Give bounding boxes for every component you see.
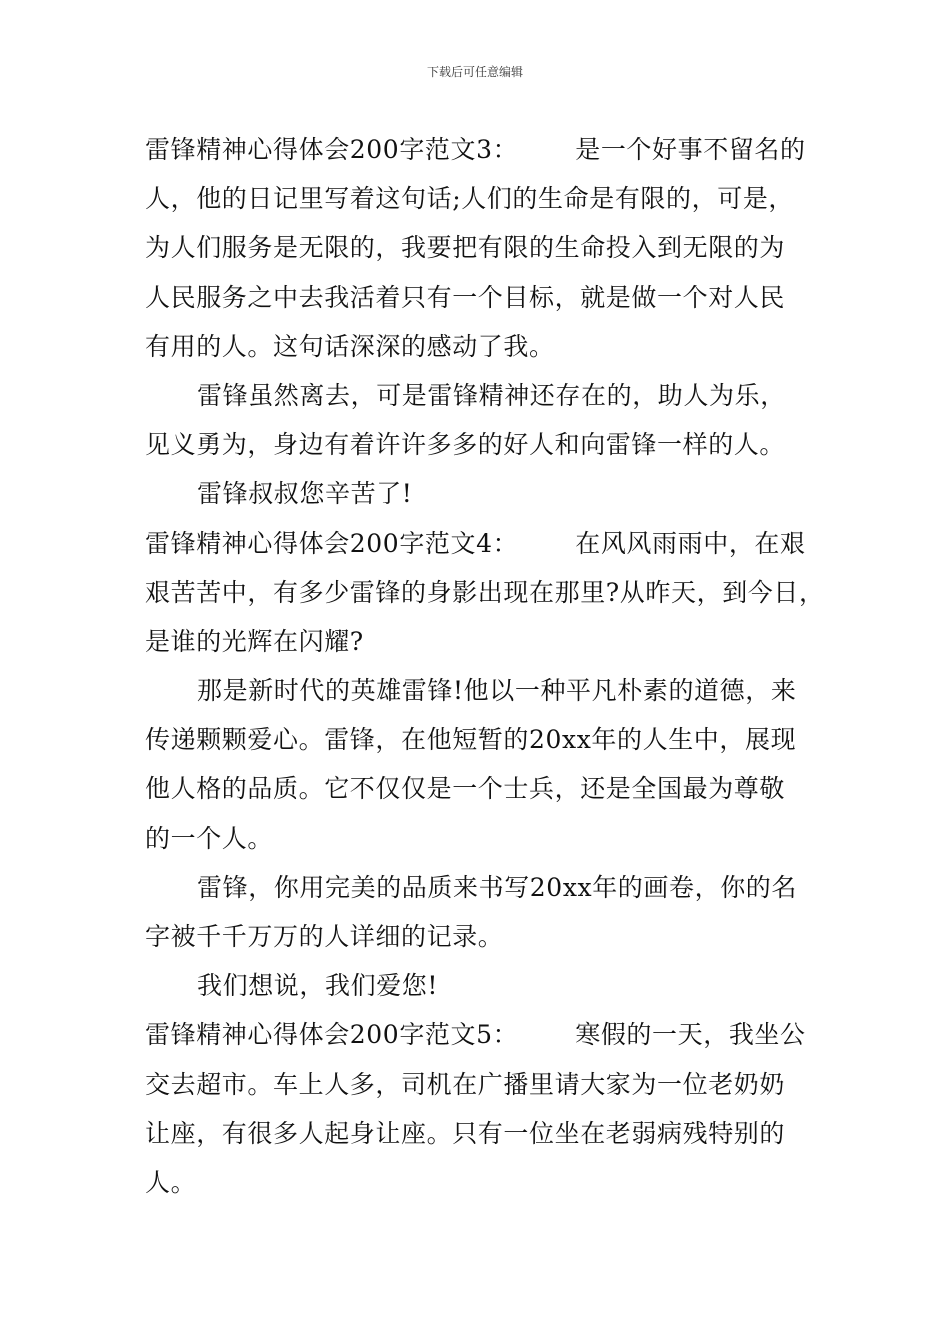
section-4-title-line <box>145 519 815 568</box>
section-4-text: 在风风雨雨中，在艰 <box>575 528 806 558</box>
section-4-text-line: 艰苦苦中，有多少雷锋的身影出现在那里?从昨天，到今日， <box>145 577 825 607</box>
section-3-text-line: 为人们服务是无限的，我要把有限的生命投入到无限的为 <box>145 233 786 263</box>
page-header: 下载后可任意编辑 <box>426 65 523 79</box>
section-3-text-line: 人，他的日记里写着这句话;人们的生命是有限的，可是， <box>145 184 795 214</box>
section-3-text: 是一个好事不留名的 <box>575 135 806 164</box>
section-5-text-line: 交去超市。车上人多，司机在广播里请大家为一位老奶奶 <box>145 1069 786 1099</box>
section-4-text-line: 他人格的品质。它不仅仅是一个士兵，还是全国最为尊敬 <box>145 774 786 804</box>
section-4-paragraph-start: 那是新时代的英雄雷锋!他以一种平凡朴素的道德，来 <box>197 676 797 706</box>
section-4-text-line: 字被千千万万的人详细的记录。 <box>145 922 504 951</box>
section-5-text-line: 让座，有很多人起身让座。只有一位坐在老弱病残特别的 <box>145 1118 786 1148</box>
section-4-text-line: 传递颗颗爱心。雷锋，在他短暂的20xx年的人生中，展现 <box>145 725 797 755</box>
section-3-paragraph-start: 雷锋虽然离去，可是雷锋精神还存在的，助人为乐， <box>197 380 786 410</box>
section-5-text-line: 人。 <box>145 1167 197 1197</box>
document-body <box>145 125 825 1207</box>
section-5-title: 雷锋精神心得体会200字范文5： <box>145 1020 519 1050</box>
section-5-title-line <box>145 1010 815 1059</box>
section-3-text-line: 有用的人。这句话深深的感动了我。 <box>145 331 555 361</box>
section-4-paragraph-start: 雷锋，你用完美的品质来书写20xx年的画卷，你的名 <box>197 872 798 902</box>
section-4-text-line: 的一个人。 <box>145 823 274 853</box>
section-3-title: 雷锋精神心得体会200字范文3： <box>145 135 519 164</box>
section-4-text-line: 是谁的光辉在闪耀? <box>145 626 364 656</box>
section-3-title-line <box>145 125 815 174</box>
section-5-text: 寒假的一天，我坐公 <box>575 1020 806 1050</box>
section-3-text-line: 人民服务之中去我活着只有一个目标，就是做一个对人民 <box>145 282 786 312</box>
section-3-text-line: 见义勇为，身边有着许许多多的好人和向雷锋一样的人。 <box>145 430 786 460</box>
section-3-closing-line: 雷锋叔叔您辛苦了! <box>197 479 413 509</box>
section-4-title: 雷锋精神心得体会200字范文4： <box>145 528 519 558</box>
section-4-closing-line: 我们想说，我们爱您! <box>197 971 439 1001</box>
